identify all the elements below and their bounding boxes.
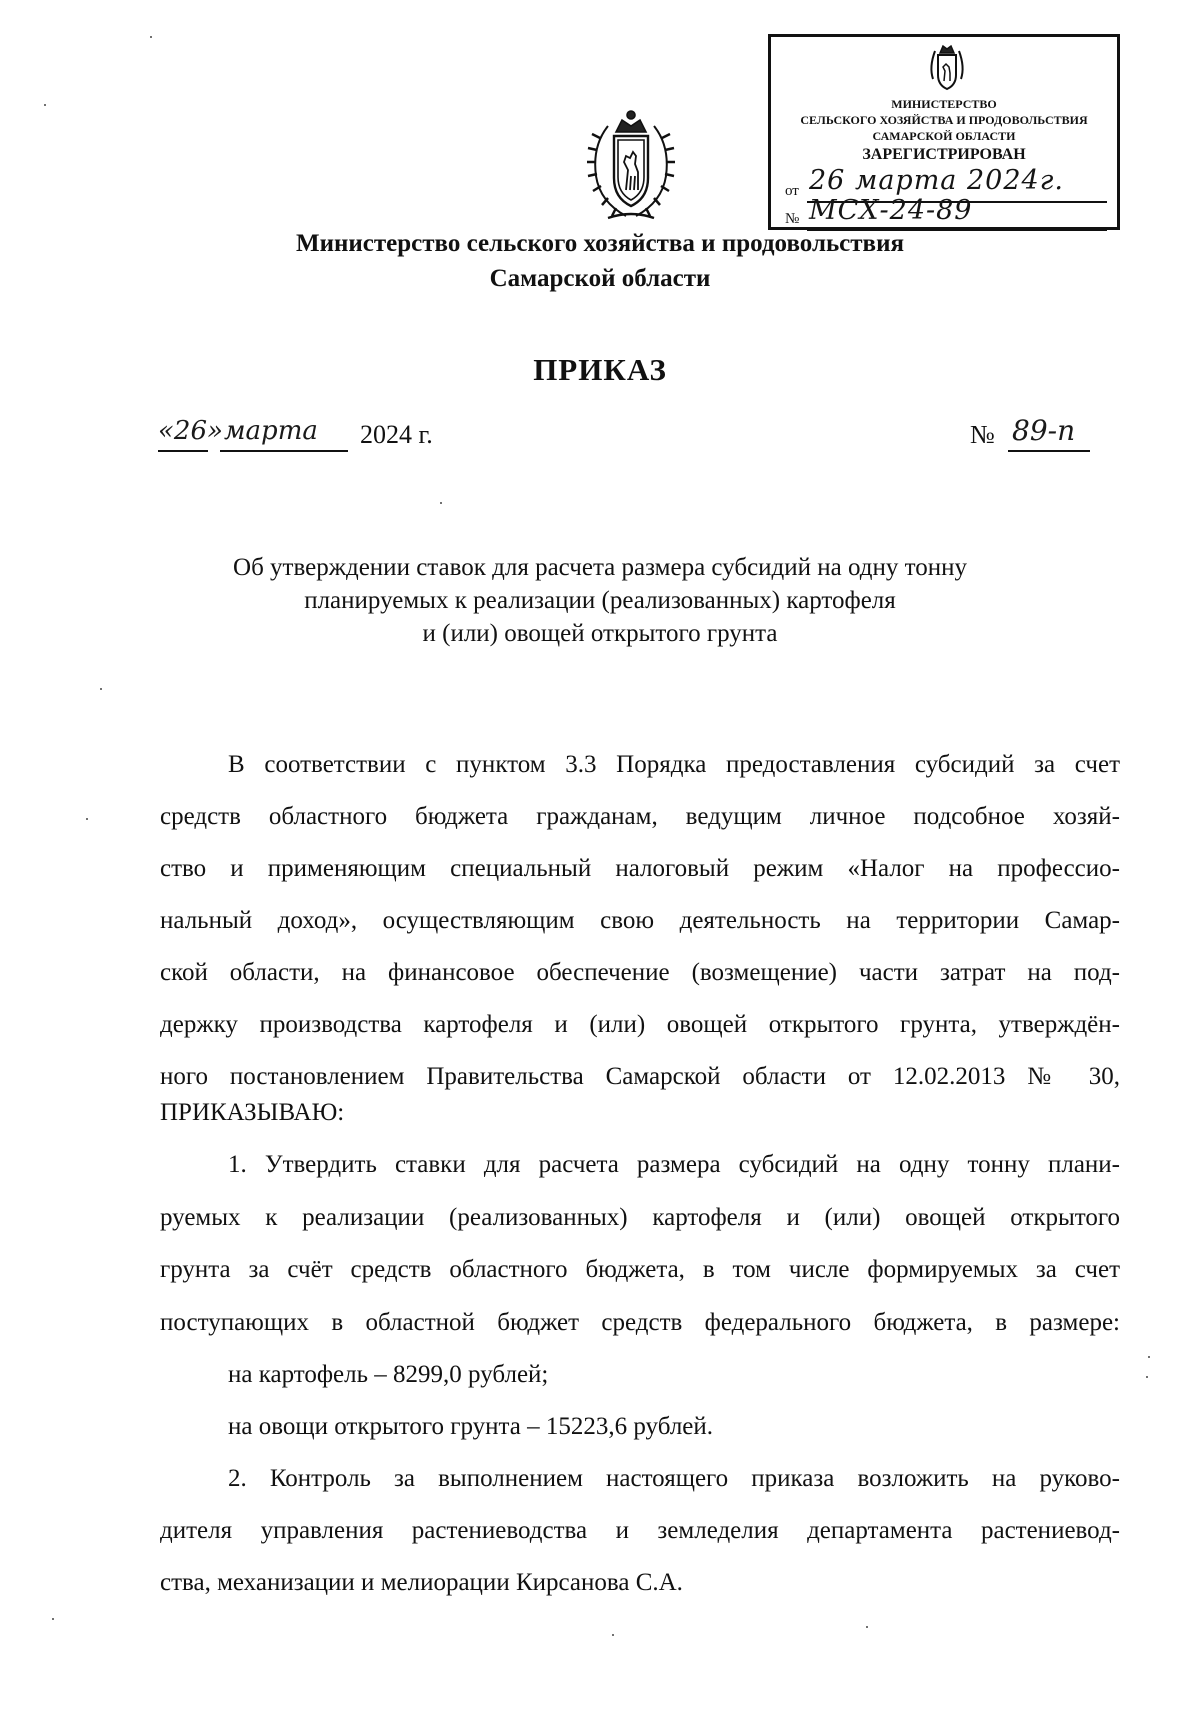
subject-line: планируемых к реализации (реализованных) картофеля [304, 587, 896, 614]
scan-speck [100, 688, 102, 690]
ministry-name: Министерство сельского хозяйства и продовольствия [295, 230, 904, 257]
date-day: «26» [158, 416, 223, 446]
order-number-value: 89-п [1012, 414, 1076, 447]
body-line: 2. Контроль за выполнением настоящего приказа возложить на руково- [228, 1465, 1120, 1492]
body-line: держку производства картофеля и (или) овощей открытого грунта, утверждён- [160, 1011, 1120, 1038]
scan-speck [612, 1634, 614, 1636]
registration-stamp [768, 34, 1120, 230]
stamp-ministry-name: СЕЛЬСКОГО ХОЗЯЙСТВА И ПРОДОВОЛЬСТВИЯ [800, 113, 1088, 127]
body-line: ской области, на финансовое обеспечение (возмещение) части затрат на под- [160, 959, 1120, 986]
date-month: марта [224, 416, 318, 446]
body-line: грунта за счёт средств областного бюджета, в том числе формируемых за счет [160, 1256, 1120, 1283]
scan-speck [86, 818, 88, 820]
body-line: ства, механизации и мелиорации Кирсанова С.А. [160, 1569, 683, 1596]
rate-vegetables: на овощи открытого грунта – 15223,6 рублей. [228, 1413, 714, 1440]
ministry-region: Самарской области [489, 265, 711, 292]
body-line: дителя управления растениеводства и земледелия департамента растениевод- [160, 1517, 1120, 1544]
coat-of-arms-emblem [578, 106, 684, 226]
date-year: 2024 г. [360, 420, 433, 449]
scan-speck [1146, 1376, 1148, 1378]
scan-speck [1148, 1356, 1150, 1358]
date-month-underline [220, 450, 348, 452]
stamp-handwritten-number: МСХ-24-89 [809, 195, 973, 226]
scan-speck [44, 104, 46, 106]
order-number-label: № [970, 420, 995, 449]
scan-speck [440, 502, 442, 504]
stamp-from-label: от [785, 183, 799, 199]
body-line: поступающих в областной бюджет средств федерального бюджета, в размере: [160, 1309, 1120, 1336]
stamp-ministry-line: МИНИСТЕРСТВО [891, 97, 997, 111]
scan-speck [52, 1618, 54, 1620]
body-line: ного постановлением Правительства Самарской области от 12.02.2013 № 30, [160, 1063, 1120, 1090]
stamp-coat-of-arms-icon [927, 41, 967, 95]
subject-line: и (или) овощей открытого грунта [422, 620, 778, 647]
body-line: ство и применяющим специальный налоговый режим «Налог на профессио- [160, 855, 1120, 882]
stamp-region: САМАРСКОЙ ОБЛАСТИ [872, 129, 1016, 143]
scan-speck [150, 36, 152, 38]
subject-line: Об утверждении ставок для расчета размера субсидий на одну тонну [233, 554, 967, 581]
body-line: нальный доход», осуществляющим свою деятельность на территории Самар- [160, 907, 1120, 934]
stamp-number-label: № [785, 211, 800, 227]
scan-speck [866, 1626, 868, 1628]
stamp-handwritten-date: 26 марта 2024г. [809, 165, 1064, 196]
body-line: руемых к реализации (реализованных) картофеля и (или) овощей открытого [160, 1204, 1120, 1231]
body-line-order-verb: ПРИКАЗЫВАЮ: [160, 1099, 345, 1126]
date-day-underline [158, 450, 208, 452]
body-line: средств областного бюджета гражданам, ведущим личное подсобное хозяй- [160, 803, 1120, 830]
rate-potato: на картофель – 8299,0 рублей; [228, 1361, 549, 1388]
body-line: 1. Утвердить ставки для расчета размера субсидий на одну тонну плани- [228, 1151, 1120, 1178]
document-type-heading: ПРИКАЗ [533, 352, 667, 387]
order-number-underline [1008, 450, 1090, 452]
body-line: В соответствии с пунктом 3.3 Порядка предоставления субсидий за счет [228, 751, 1120, 778]
stamp-status: ЗАРЕГИСТРИРОВАН [862, 146, 1026, 163]
